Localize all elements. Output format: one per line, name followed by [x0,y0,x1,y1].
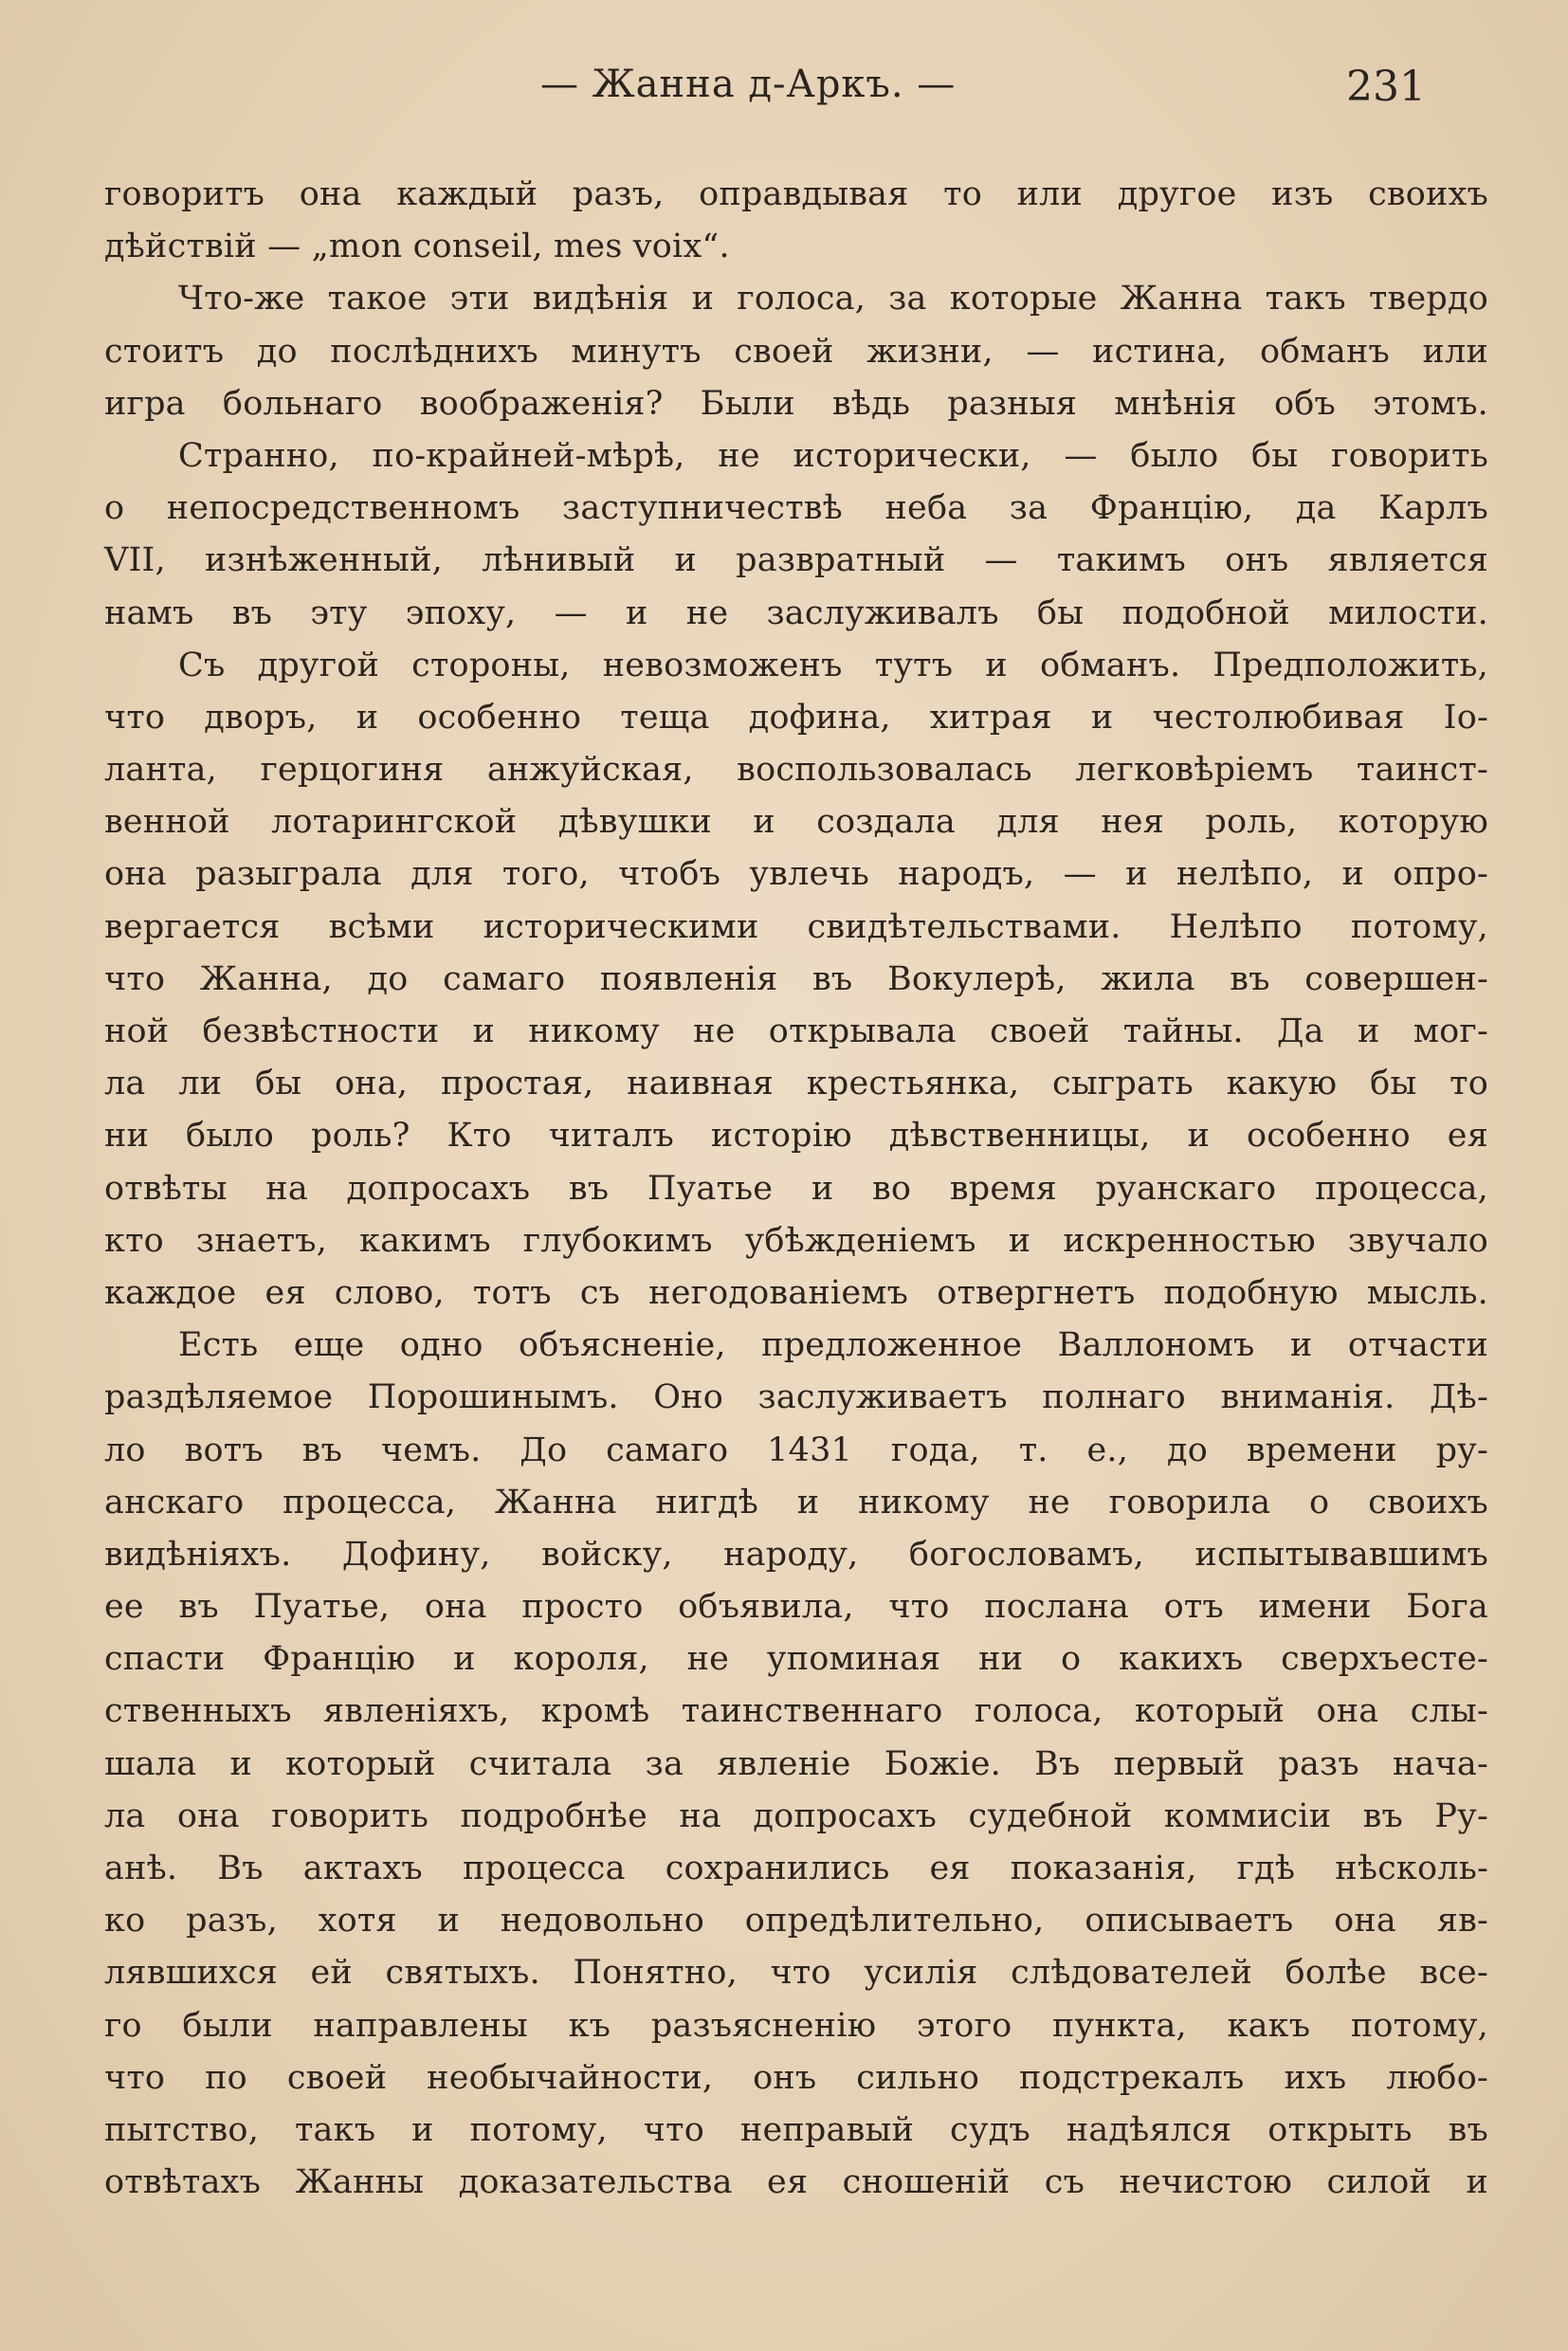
text-line: ее въ Пуатье, она просто объявила, что послана отъ имени Бога [104,1588,1488,1627]
page-header [0,63,1568,129]
text-line: отвѣты на допросахъ въ Пуатье и во время руанскаго процесса, [104,1169,1488,1208]
text-line: лявшихся ей святыхъ. Понятно, что усилія слѣдователей болѣе все- [104,1954,1488,1993]
text-line: Что-же такое эти видѣнія и голоса, за которые Жанна такъ твердо [178,280,1488,319]
text-line: ко разъ, хотя и недовольно опредѣлительно, описываетъ она яв- [104,1902,1488,1941]
text-line: дѣйствій — „mon conseil, mes voix“. [104,228,730,266]
text-line: о непосредственномъ заступничествѣ неба за Францію, да Карлъ [104,489,1488,528]
text-line: анскаго процесса, Жанна нигдѣ и никому не говорила о своихъ [104,1483,1488,1522]
text-line: шала и который считала за явленіе Божіе. Въ первый разъ нача- [104,1744,1488,1783]
text-line: что дворъ, и особенно теща дофина, хитрая и честолюбивая Іо- [104,698,1488,737]
text-line: говоритъ она каждый разъ, оправдывая то или другое изъ своихъ [104,175,1488,213]
text-line: она разыграла для того, чтобъ увлечь народъ, — и нелѣпо, и опро- [104,855,1488,894]
text-line: VII, изнѣженный, лѣнивый и развратный — такимъ онъ является [104,541,1488,580]
body-text [104,169,1488,2209]
text-line: что Жанна, до самаго появленія въ Вокулерѣ, жила въ совершен- [104,959,1488,998]
text-line: что по своей необычайности, онъ сильно подстрекалъ ихъ любо- [104,2058,1488,2097]
text-line: намъ въ эту эпоху, — и не заслуживалъ бы подобной милости. [104,593,1488,632]
text-line: каждое ея слово, тотъ съ негодованіемъ отвергнетъ подобную мысль. [104,1273,1488,1312]
text-line: отвѣтахъ Жанны доказательства ея сношеній съ нечистою силой и [104,2163,1488,2202]
text-line: ственныхъ явленіяхъ, кромѣ таинственнаго голоса, который она слы- [104,1692,1488,1731]
text-line: ло вотъ въ чемъ. До самаго 1431 года, т. е., до времени ру- [104,1431,1488,1469]
text-line: ни было роль? Кто читалъ исторію дѣвственницы, и особенно ея [104,1117,1488,1156]
text-line: ла ли бы она, простая, наивная крестьянка, сыграть какую бы то [104,1065,1488,1103]
text-line: Странно, по-крайней-мѣрѣ, не исторически, — было бы говорить [178,436,1488,475]
text-line: ной безвѣстности и никому не открывала своей тайны. Да и мог- [104,1012,1488,1050]
text-line: видѣніяхъ. Дофину, войску, народу, богословамъ, испытывавшимъ [104,1535,1488,1574]
text-line: спасти Францію и короля, не упоминая ни о какихъ сверхъесте- [104,1640,1488,1679]
text-line: ланта, герцогиня анжуйская, воспользовалась легковѣріемъ таинст- [104,751,1488,790]
text-line: вергается всѣми историческими свидѣтельствами. Нелѣпо потому, [104,907,1488,946]
page-number: 231 [1346,63,1426,111]
running-head: — Жанна д-Аркъ. — [540,63,957,106]
text-line: пытство, такъ и потому, что неправый судъ надѣялся открыть въ [104,2110,1488,2149]
text-line: анѣ. Въ актахъ процесса сохранились ея показанія, гдѣ нѣсколь- [104,1850,1488,1887]
text-line: венной лотарингской дѣвушки и создала для нея роль, которую [104,803,1488,842]
text-line: кто знаетъ, какимъ глубокимъ убѣжденіемъ и искренностью звучало [104,1221,1488,1260]
text-line: Есть еще одно объясненіе, предложенное Валлономъ и отчасти [178,1326,1488,1365]
text-line: ла она говорить подробнѣе на допросахъ судебной коммисіи въ Ру- [104,1796,1488,1835]
text-line: игра больнаго воображенія? Были вѣдь разныя мнѣнія объ этомъ. [104,384,1488,423]
text-line: го были направлены къ разъясненію этого пункта, какъ потому, [104,2006,1488,2045]
text-line: Съ другой стороны, невозможенъ тутъ и обманъ. Предположить, [178,646,1488,684]
text-line: раздѣляемое Порошинымъ. Оно заслуживаетъ полнаго вниманія. Дѣ- [104,1378,1488,1417]
text-line: стоитъ до послѣднихъ минутъ своей жизни, — истина, обманъ или [104,332,1488,371]
